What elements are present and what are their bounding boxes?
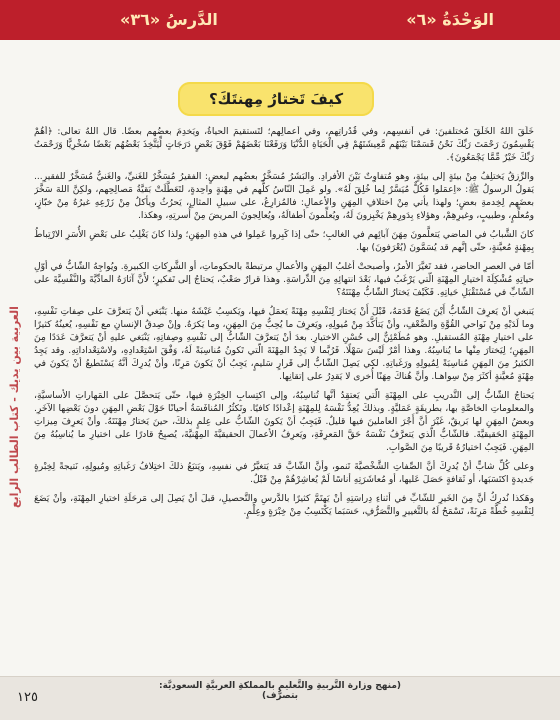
- paragraph-1: خَلَقَ اللهُ الخَلْقَ مُختلفينَ: في أنفسِهم، وفي قُدُراتِهم، وفي أعمالِهم؛ لتَستقيمَ الحياةُ، ويَخدِمَ بعضُهم بعضًا. قال اللهُ تعالى: ﴿أَهُمْ يَقْسِمُونَ رَحْمَتَ رَبِّكَ نَحْنُ قَسَمْنَا بَيْنَهُم مَّعِيشَتَهُمْ فِي الْحَيَاةِ الدُّنْيَا وَرَفَعْنَا بَعْضَهُمْ فَوْقَ بَعْضٍ دَرَجَاتٍ لِّيَتَّخِذَ بَعْضُهُم بَعْضًا سُخْرِيًّا وَرَحْمَتُ رَبِّكَ خَيْرٌ مِّمَّا يَجْمَعُونَ﴾.: [34, 127, 534, 163]
- lesson-title-box: [178, 82, 374, 116]
- paragraph-6: يَحتاجُ الشّابُّ إلى التَّدريبِ على المِهْنَةِ الّتي يَعتقِدُ أنَّها تُناسِبُهُ، وإلى اكتِسابِ الخِبْرَةِ فيها، حتّى يَتحصَّلَ على المَهاراتِ الأساسيَّةِ، والمعلوماتِ الخاصَّةِ بها، بطريقَةٍ عَمَليَّةٍ. وبذلكَ يُعِدُّ نَفْسَهُ لِلمِهْنَةِ إعْدادًا كافيًا. وتَكثُرُ المُنافَسَةُ أحيانًا حَوْلَ بَعْضِ المِهَنِ دونَ بَعْضِها الآخَرِ. وبعضُ المِهَنِ لها بَريقٌ، غَيْرَ أنَّ أَجْرَ العاملينَ فيها قليلٌ. فَيَجِبُ أنْ يَكونَ الشّابُّ على عِلمٍ بذلكَ، حينَ يَختارُ مِهْنَتَهُ. وأنْ يَعرِفَ مِيزاتِ المِهْنَةِ الحَقيقيَّةَ. فالشّابُّ الّذي يَتعرَّفُ نَفْسَهُ حَقَّ المَعرِفَةِ، ويَعرِفُ الأعمالَ الحقيقيَّةَ المِهْنيَّةَ، يُصبِحُ قادرًا على اختيارِ ما يُناسِبُهُ مِنَ المِهَنِ. فَيَجِبُ اختيارُهُ قَريبًا مِنَ الصَّوابِ.: [34, 391, 534, 453]
- reading-passage: [34, 126, 534, 666]
- paragraph-4: أمّا في العصرِ الحاضرِ، فقد تَغيَّرَ الأمرُ، وأصبحتْ أغلبُ المِهَنِ والأعمالِ مرتبطةً بالحكوماتِ، أو الشَّرِكاتِ الكبيرةِ. ويُواجِهُ الشّابُّ في أوّلِ حياتِهِ مُشْكِلَةَ اختيارِ المِهْنَةِ الّتي يَرْغَبُ فيها، بَعْدَ انتهائِهِ مِنَ الدِّراسَةِ. وهذا قرارٌ صَعْبٌ، يَحتاجُ إلى تَفكيرٍ؛ لأَنَّ آثارَهُ المادِّيَّةَ والنَّفْسِيَّةَ على الشّابِّ في مُسْتَقْبَلِ حَياتِهِ. فَكَيْفَ يَختارُ الشّابُّ مِهْنَتَهُ؟: [34, 262, 534, 298]
- paragraph-3: كانَ الشَّبابُ في الماضي يَتعلَّمونَ مِهَنَ آبائِهم في الغالبِ؛ حتّى إذا كَبِروا عَمِلوا في هذهِ المِهَنِ؛ ولذا كانَ يَغْلِبُ على بَعْضِ الأُسَرِ الارْتِباطُ بِمِهْنةٍ مُعيَّنةٍ، حتّى إنَّهم قد يُسَمَّونَ (يُعْرَفونَ) بها.: [34, 230, 534, 253]
- side-book-title: العربية بين يديك - كتاب الطالب الرابع: [8, 306, 21, 508]
- paragraph-5: يَنبغي أنْ يَعرِفَ الشّابُّ أَيْنَ يَضَعُ قَدَمَهُ، قَبْلَ أَنْ يَختارَ لِنَفْسِهِ مِهْنَةً يَعمَلُ فيها، ويَكسِبُ عَيْشَهُ منها. يَنْبَغي أنْ يَتعرَّفَ على صِفاتِ نَفْسِهِ، وما لَدَيْهِ مِنْ نَواحي القُوَّةِ والضَّعْفِ، وأنْ يَتأكَّدَ مِنْ مُيولِهِ، ويَعرِفَ ما يُحِبُّ مِنَ المِهَنِ، وما يَكرَهُ. وإنْ صِدقُ الإنسانِ مع نَفْسِهِ، يُعينُهُ كثيرًا على اختيارِ مِهْنَةِ المُستقبلِ. وهو مُطَمْئِنٌّ إلى حُسْنِ الاختيارِ. بعدَ أنْ يَتعرَّفَ الشّابُّ إلى نَفْسِهِ وصِفاتِهِ، يَنْبَغي عليهِ أنْ يَتعرَّفَ عَدَدًا مِنَ المِهَنِ؛ لِيَختارَ مِنْها ما يُناسِبُهُ. وهذا أمْرٌ لَيْسَ سَهْلًا. فَرُبَّما لا يَجِدُ المِهْنَةَ الّتي تَكونُ مُناسِبَةً لَهُ، وَفْقَ اسْتِعْدادِهِ، ولاسْتِعْداداتِهِ. وقد يَجِدُ الكثيرُ مِنَ المِهَنِ مُناسِبَةً لِمُيولِهِ ورَغَباتِهِ. لكي يَصِلَ الشّابُّ إلى قَرارٍ سَليمٍ، يَجِبُ أنْ يَكونَ مَرِنًا، وأنْ يُدرِكَ أنَّهُ يَسْتَطيعُ أنْ يَكونَ في مِهْنَةٍ مُعيَّنةٍ أكثَرَ مِنْ سِواهـا. وأنَّ هُناكَ مِهَنًا أُخرى لا يَقدِرُ على إتقانِها.: [34, 307, 534, 382]
- lesson-title: كيفَ تَختارُ مِهنتَكَ؟: [208, 90, 344, 108]
- unit-label: الوَحْدَةُ «٦»: [406, 10, 494, 29]
- source-citation: (منهج وزارة التَّربيةِ والتَّعليمِ بالمملكةِ العربيَّةِ السعوديَّة: بتصرُّف): [158, 681, 402, 701]
- page-number: ١٢٥: [17, 690, 38, 705]
- footer-divider: [0, 676, 560, 677]
- paragraph-2: والرِّزقُ يَختلِفُ مِنْ بيئةٍ إلى بيئةٍ، وهو مُتفاوِتٌ بَيْنَ الأفرادِ. والبَشَرُ مُسَخَّرٌ بعضُهم لبعضٍ: الفقيرُ مُسَخَّرٌ للغَنيِّ، والغَنيُّ مُسَخَّرٌ للفقيرِ... يَقولُ الرسولُ ﷺ: «اِعمَلوا فَكُلٌّ مُيَسَّرٌ لِما خُلِقَ لَهُ». ولو عَمِلَ النّاسُ كلُّهم في مِهْنةٍ واحِدةٍ، لتَعَطَّلَتْ بَقيَّةُ مَصالِحِهم، ولكِنَّ اللهَ سَخَّرَ بعضَهم لِخِدمةِ بعضٍ؛ ولهذا يأتي مِنْ اختلافِ المِهَنِ والأعمالِ: فالمُزارِعُ، على سبيلِ المثالِ، يَحرُثُ ويأكلُ مِنْ زَرْعِهِ غيرُهُ مِنْ خبّازٍ، ومُعلِّمٍ، وطبيبٍ، وغيرِهِمْ، وهؤلاءِ بِدَورِهِمْ يَخْبِزونَ لَهُ، ويُعلِّمونَ أطفالَهُ، ويُعالِجونَ المريضَ مِنْ أُسرتِهِ، وهكذا.: [34, 172, 534, 221]
- lesson-label: الدَّرسُ «٣٦»: [120, 10, 218, 29]
- paragraph-8: وهَكذا نُدرِكُ أنَّ مِنَ الخَيرِ للشّابِّ في أثناءِ دِراسَتِهِ أنْ يَهتَمَّ كثيرًا بالدَّرسِ والتَّحصيلِ، قبلَ أنْ يَصِلَ إلى مَرحَلَةِ اختيارِ المِهْنَةِ، وأنْ يَضَعَ لِنَفْسِهِ خُطَّةً مَرِنَةً، تَسْمَحُ لَهُ بالتَّغييرِ والتَّصَرُّفِ، حَسَبَما يَكْتَسِبُ مِنْ خِبْرَةٍ وعِلْمٍ.: [34, 494, 534, 517]
- paragraph-7: وعلى كُلِّ شابٍّ أنْ يُدرِكَ أنَّ الصِّفاتِ الشَّخْصيَّةَ تَنمو، وأنَّ الشّابَّ قد يَتغيَّرُ في نفسِهِ، ويَتبَعُ ذلكَ اختِلافُ رَغَباتِهِ ومُيولِهِ، نَتيجةً لِخِبْرةٍ جَديدةٍ اكتَسَبَها، أو ثَقافةٍ حَصَلَ عَليها، أو مُعاشَرَتِهِ أناسًا لَمْ يُعاشِرْهُمْ مِنْ قَبْلُ.: [34, 462, 534, 485]
